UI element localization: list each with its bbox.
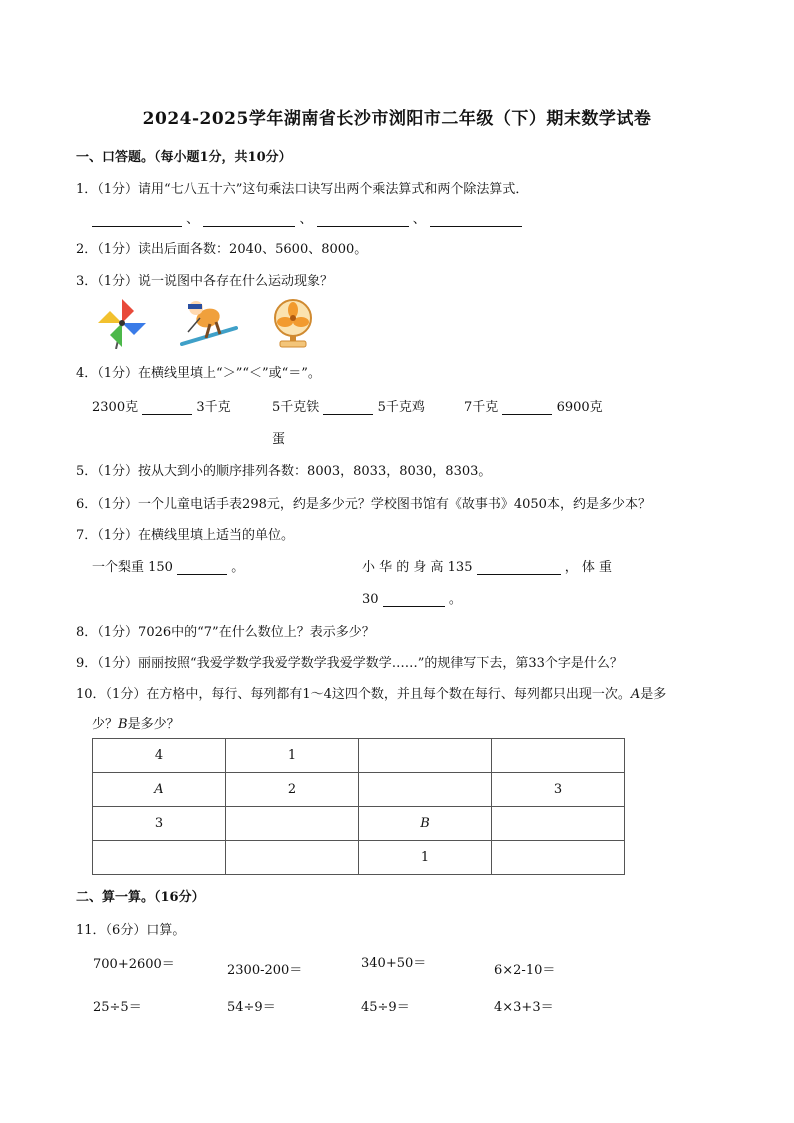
pinwheel-image — [96, 297, 148, 349]
table-row — [93, 841, 625, 875]
q7-weight-label: ， 体 重 — [564, 560, 613, 575]
answer-blank[interactable] — [383, 592, 445, 607]
answer-blank[interactable] — [317, 212, 409, 227]
grid-cell: 1 — [226, 739, 359, 773]
q10-var-a: A — [630, 687, 641, 702]
question-11: 11．（6分）口算。 — [76, 923, 186, 938]
grid-cell: 4 — [93, 739, 226, 773]
q4-b-left: 5千克铁 — [272, 400, 320, 415]
answer-blank[interactable] — [323, 400, 373, 415]
grid-cell — [226, 841, 359, 875]
answer-blank[interactable] — [430, 212, 522, 227]
q4-compare-b — [272, 396, 425, 415]
calc-item: 700+2600＝ — [93, 957, 175, 972]
separator: 、 — [186, 212, 200, 227]
fan-image — [270, 298, 316, 348]
table-row — [93, 739, 625, 773]
calc-item: 4×3+3＝ — [494, 1000, 554, 1015]
q1-answer-blanks — [92, 208, 522, 227]
grid-cell — [492, 841, 625, 875]
question-10-line1 — [76, 683, 666, 702]
q7-height — [362, 556, 612, 575]
q4-b-right: 5千克鸡 — [377, 400, 425, 415]
section-1-heading: 一、口答题。（每小题1分，共10分） — [76, 150, 292, 165]
section-2-heading: 二、算一算。（16分） — [76, 890, 205, 905]
question-7: 7．（1分）在横线里填上适当的单位。 — [76, 528, 295, 543]
q4-compare-c — [464, 396, 603, 415]
answer-blank[interactable] — [502, 400, 552, 415]
grid-cell — [492, 739, 625, 773]
q4-a-left: 2300克 — [92, 400, 139, 415]
answer-blank[interactable] — [92, 212, 182, 227]
question-4: 4．（1分）在横线里填上“＞”“＜”或“＝”。 — [76, 366, 321, 381]
q4-c-left: 7千克 — [464, 400, 499, 415]
grid-cell: B — [359, 807, 492, 841]
separator: 、 — [412, 212, 426, 227]
calc-item: 6×2-10＝ — [494, 963, 556, 978]
answer-blank[interactable] — [203, 212, 295, 227]
q4-compare-a — [92, 396, 231, 415]
question-3: 3．（1分）说一说图中各存在什么运动现象？ — [76, 274, 334, 289]
q7-pear — [92, 556, 244, 575]
calc-item: 25÷5＝ — [93, 1000, 142, 1015]
q7-height-text: 小 华 的 身 高 135 — [362, 560, 473, 575]
table-row — [93, 807, 625, 841]
q4-a-right: 3千克 — [196, 400, 231, 415]
question-1: 1．（1分）请用“七八五十六”这句乘法口诀写出两个乘法算式和两个除法算式． — [76, 182, 529, 197]
question-5: 5．（1分）按从大到小的顺序排列各数：8003，8033，8030，8303。 — [76, 464, 492, 479]
q7-pear-text: 一个梨重 150 — [92, 560, 173, 575]
grid-cell: 2 — [226, 773, 359, 807]
q7-period: 。 — [231, 560, 245, 575]
q10-var-b: B — [118, 717, 128, 732]
q7-weight-value: 30 — [362, 592, 379, 607]
grid-cell — [492, 807, 625, 841]
question-8: 8．（1分）7026中的“7”在什么数位上？表示多少？ — [76, 625, 375, 640]
q7-weight — [362, 588, 462, 607]
q10-text: 少？ — [92, 717, 119, 732]
question-10-line2 — [92, 713, 180, 732]
grid-cell — [93, 841, 226, 875]
grid-cell — [359, 773, 492, 807]
calc-item: 54÷9＝ — [227, 1000, 276, 1015]
grid-cell: 1 — [359, 841, 492, 875]
calc-item: 340+50＝ — [361, 956, 427, 971]
q4-wrap-text: 蛋 — [272, 432, 286, 447]
question-9: 9．（1分）丽丽按照“我爱学数学我爱学数学我爱学数学……”的规律写下去，第33个字是什么？ — [76, 656, 623, 671]
q7-period: 。 — [448, 592, 462, 607]
q10-text: 是多少？ — [127, 717, 180, 732]
calc-item: 45÷9＝ — [361, 1000, 410, 1015]
question-2: 2．（1分）读出后面各数：2040、5600、8000。 — [76, 242, 368, 257]
page-title: 2024-2025学年湖南省长沙市浏阳市二年级（下）期末数学试卷 — [142, 109, 652, 129]
grid-cell: A — [93, 773, 226, 807]
q10-text-end: 是多 — [640, 687, 667, 702]
answer-blank[interactable] — [177, 560, 227, 575]
q10-text: 10．（1分）在方格中，每行、每列都有1～4这四个数，并且每个数在每行、每列都只出现一次。 — [76, 687, 631, 702]
table-row — [93, 773, 625, 807]
grid-cell: 3 — [93, 807, 226, 841]
grid-cell — [226, 807, 359, 841]
grid-cell — [359, 739, 492, 773]
answer-blank[interactable] — [142, 400, 192, 415]
q4-c-right: 6900克 — [556, 400, 603, 415]
separator: 、 — [299, 212, 313, 227]
answer-blank[interactable] — [477, 560, 561, 575]
question-6: 6．（1分）一个儿童电话手表298元，约是多少元？学校图书馆有《故事书》4050本，约是多少本？ — [76, 497, 651, 512]
latin-square-grid — [92, 738, 625, 875]
skier-image — [180, 298, 238, 348]
calc-item: 2300-200＝ — [227, 963, 303, 978]
grid-cell: 3 — [492, 773, 625, 807]
